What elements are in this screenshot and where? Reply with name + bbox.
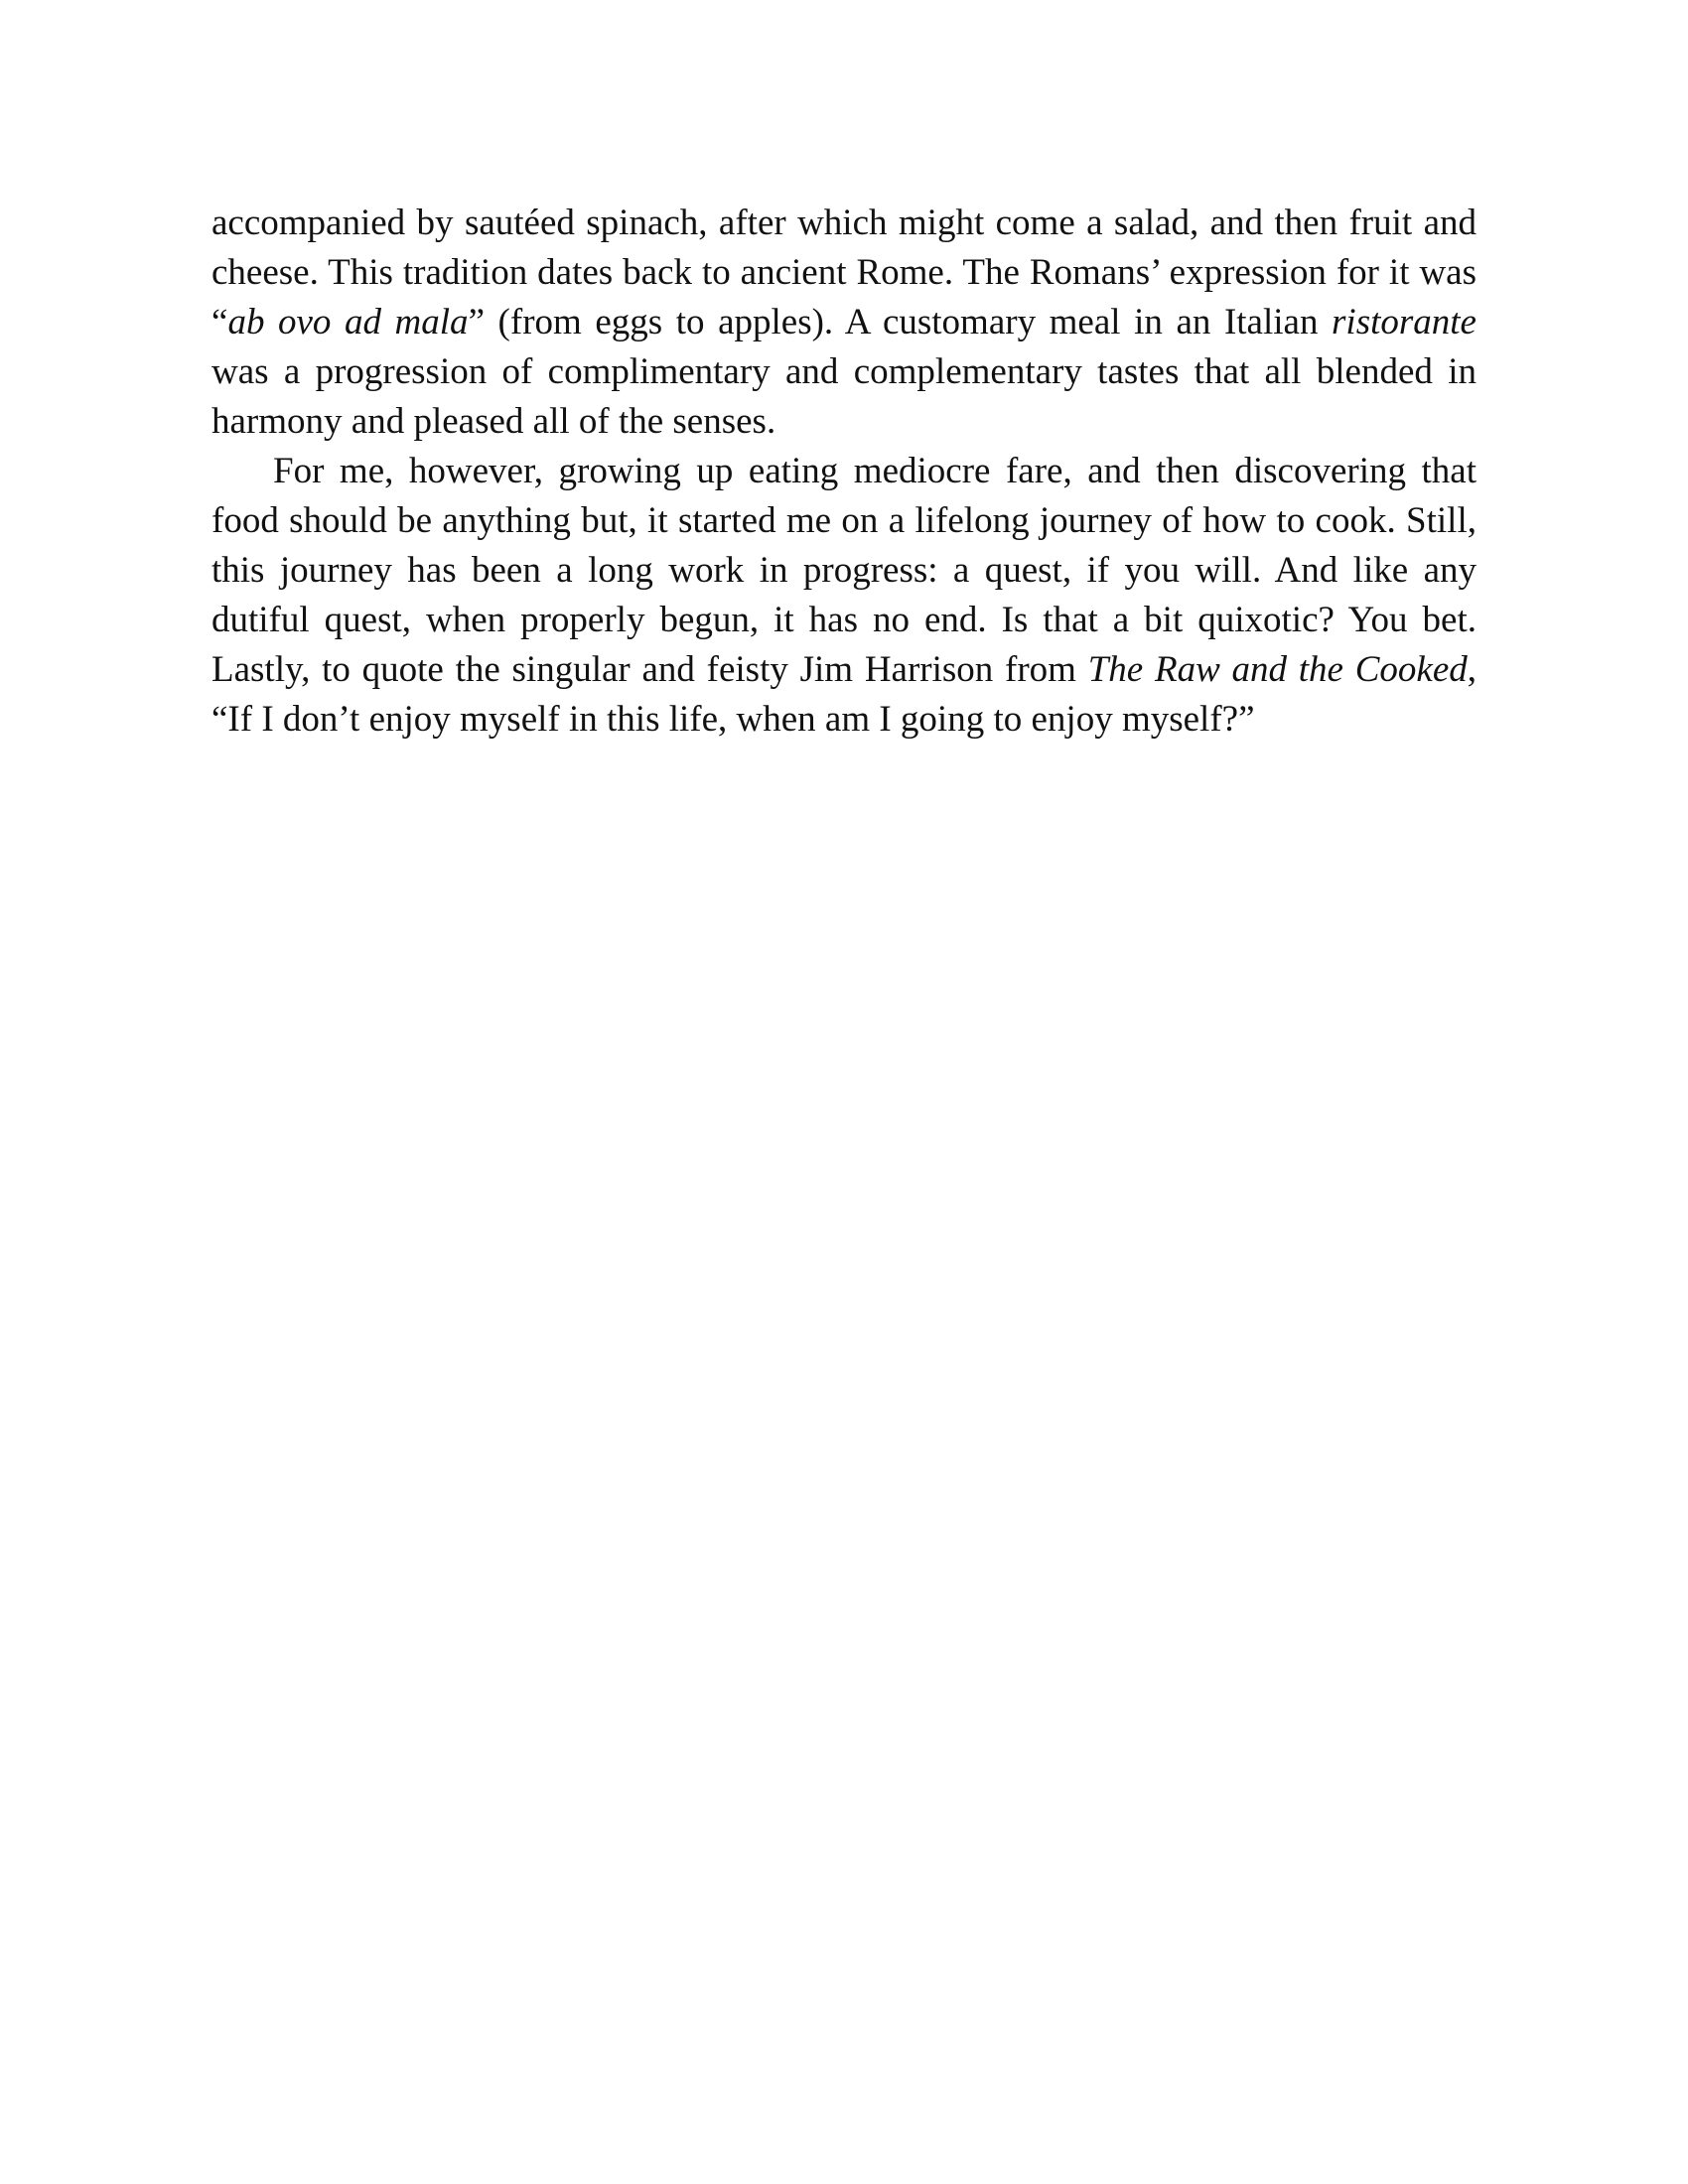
paragraph-text: accompanied by sautéed spinach, after which might come a salad, and then fruit and cheese. This tradition dates back to ancient Rome. The Romans’ expression for it was “	[211, 203, 1477, 342]
paragraph-continuation	[211, 199, 1477, 447]
body-text	[211, 199, 1477, 745]
italian-term: ristorante	[1332, 302, 1477, 342]
paragraph-text: ” (from eggs to apples). A customary meal in an Italian	[468, 302, 1333, 342]
paragraph-text: was a progression of complimentary and complementary tastes that all blended in harmony and pleased all of the senses.	[211, 351, 1477, 442]
book-title: The Raw and the Cooked	[1087, 649, 1468, 690]
latin-phrase: ab ovo ad mala	[227, 302, 469, 342]
paragraph	[211, 447, 1477, 745]
paragraph-text: For me, however, growing up eating mediocre fare, and then discovering that food should be anything but, it started me on a lifelong journey of how to cook. Still, this journey has been a long work in progress: a quest, if you will. And like any dutiful quest, when properly begun, it has no end. Is that a bit quixotic? You bet. Lastly, to quote the singular and feisty Jim Harrison from	[211, 451, 1477, 690]
paragraph-text: , “If I don’t enjoy myself in this life, when am I going to enjoy myself?”	[211, 649, 1477, 740]
